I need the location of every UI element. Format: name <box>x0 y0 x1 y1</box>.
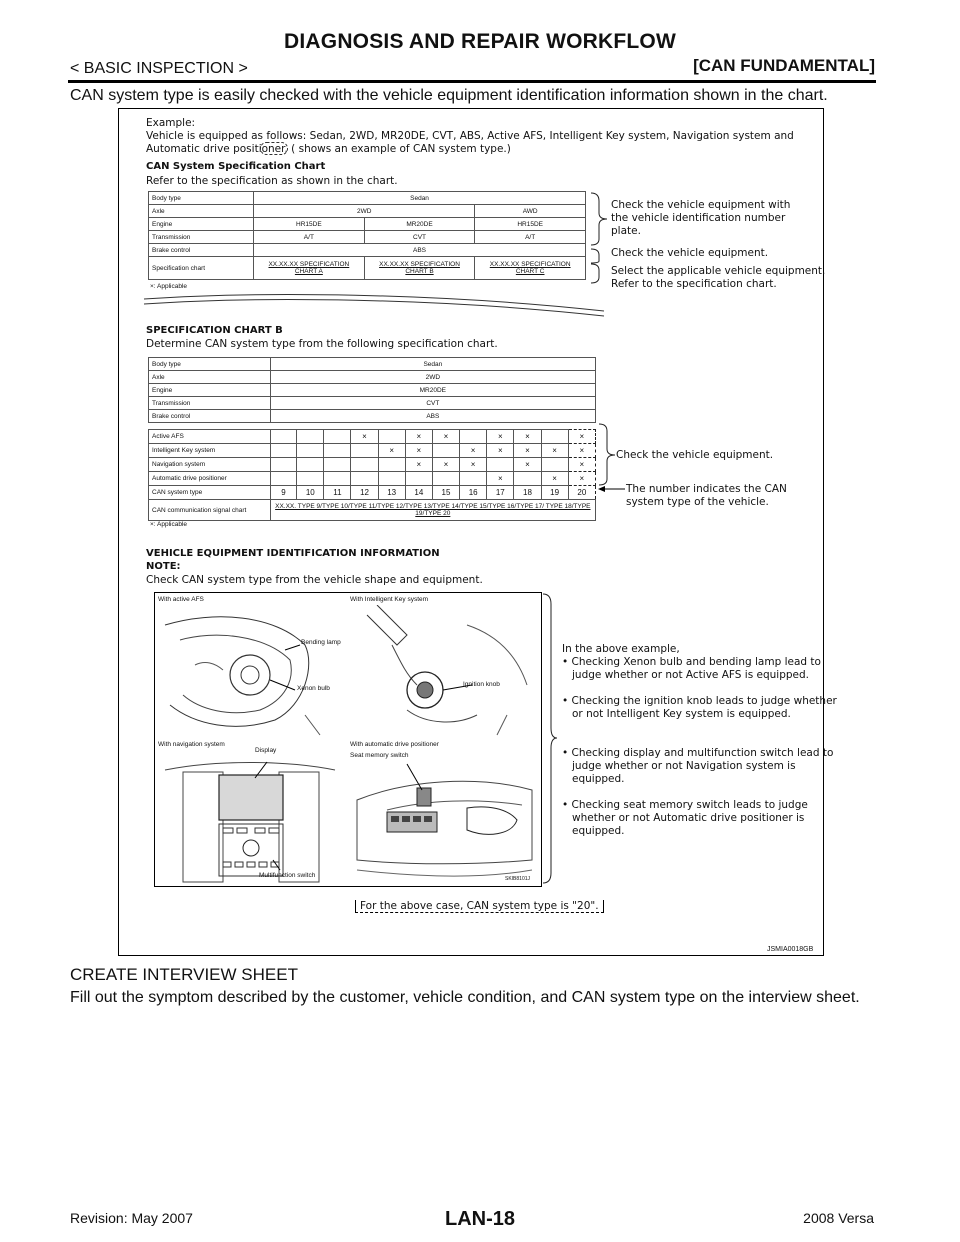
chart-b-cell <box>378 430 405 444</box>
example-line-1: Vehicle is equipped as follows: Sedan, 2WD, MR20DE, CVT, ABS, Active AFS, Intelligent Key system, Navigation system and <box>146 130 794 142</box>
chart-b-row-label: Active AFS <box>149 430 271 444</box>
navigation-illustration <box>155 750 347 886</box>
photo-navigation <box>155 738 348 886</box>
chart-b-row-label: Brake control <box>149 410 271 423</box>
spec-cell: HR15DE <box>475 218 586 231</box>
example-marker-icon <box>260 142 288 155</box>
section-heading: CREATE INTERVIEW SHEET <box>70 965 298 984</box>
chart-b-cell: 17 <box>487 486 514 500</box>
chart-b-row <box>149 371 596 384</box>
photo-code: SKIB8101J <box>505 876 531 882</box>
chart-b-cell: × <box>378 444 405 458</box>
model-text: 2008 Versa <box>803 1210 874 1226</box>
spec-chart-table <box>148 191 586 280</box>
photo-grid <box>154 592 542 887</box>
chart-b-cell <box>514 472 541 486</box>
chart-b-cell <box>297 430 324 444</box>
chart-b-cell <box>324 430 351 444</box>
chart-b-cell <box>405 472 432 486</box>
spec-cell: XX.XX.XX SPECIFICATION CHART B <box>364 257 475 280</box>
chart-b-cell: 15 <box>432 486 459 500</box>
note-select-equipment: Select the applicable vehicle equipment. Refer to the specification chart. <box>611 265 826 290</box>
table-break-icon <box>139 291 609 323</box>
chart-b-cell <box>432 444 459 458</box>
chart-b-cell: MR20DE <box>270 384 595 397</box>
chart-b-cell: Sedan <box>270 358 595 371</box>
chart-b-row-label: Navigation system <box>149 458 271 472</box>
spec-row <box>149 218 586 231</box>
chart-b-cell <box>324 472 351 486</box>
spec-row-label: Specification chart <box>149 257 254 280</box>
chart-b-cell <box>351 444 378 458</box>
spec-cell: ABS <box>254 244 586 257</box>
chart-b-matrix-row <box>149 458 596 472</box>
chart-b-cell <box>270 444 297 458</box>
section-label: < BASIC INSPECTION > <box>70 60 248 77</box>
chart-b-cell <box>297 444 324 458</box>
chart-b-cell: × <box>405 458 432 472</box>
conclusion-text: For the above case, CAN system type is "20". <box>355 900 604 913</box>
chart-b-cell: 2WD <box>270 371 595 384</box>
info-subtitle: Check CAN system type from the vehicle shape and equipment. <box>146 574 483 586</box>
chart-b-table <box>148 357 596 521</box>
spec-chart-subtitle: Refer to the specification as shown in the chart. <box>146 175 398 187</box>
chart-b-matrix-row <box>149 444 596 458</box>
chart-b-cell <box>270 430 297 444</box>
chart-b-cell: 12 <box>351 486 378 500</box>
chart-b-cell <box>351 472 378 486</box>
chart-b-signal-cell: XX.XX. TYPE 9/TYPE 10/TYPE 11/TYPE 12/TYPE 13/TYPE 14/TYPE 15/TYPE 16/TYPE 17/ TYPE 18/TYPE 19/TYPE 20 <box>270 500 595 521</box>
chart-b-row-label: CAN system type <box>149 486 271 500</box>
spec-cell: Sedan <box>254 192 586 205</box>
chart-b-cell: 10 <box>297 486 324 500</box>
photo-caption: With Intelligent Key system <box>350 596 429 603</box>
chart-b-cell <box>541 458 568 472</box>
spec-cell: AWD <box>475 205 586 218</box>
chart-b-cell <box>324 458 351 472</box>
spec-cell: 2WD <box>254 205 475 218</box>
spec-row <box>149 257 586 280</box>
spec-cell: HR15DE <box>254 218 365 231</box>
chart-b-cell <box>460 430 487 444</box>
note-check-equipment-2: Check the vehicle equipment. <box>616 449 774 461</box>
page-number: LAN-18 <box>444 1208 515 1230</box>
chart-b-cell: × <box>405 444 432 458</box>
chart-b-cell <box>378 472 405 486</box>
spec-row <box>149 205 586 218</box>
spec-row <box>149 244 586 257</box>
bending-lamp-label: Bending lamp <box>301 639 341 646</box>
chart-b-cell: × <box>568 430 595 444</box>
intro-text: CAN system type is easily checked with the vehicle equipment identification information shown in the chart. <box>70 87 828 104</box>
chart-b-row-label: Body type <box>149 358 271 371</box>
page-title: DIAGNOSIS AND REPAIR WORKFLOW <box>284 30 676 53</box>
chart-b-cell <box>460 472 487 486</box>
spec-cell: CVT <box>364 231 475 244</box>
photo-caption: With active AFS <box>158 596 204 603</box>
seat-memory-switch-label: Seat memory switch <box>350 752 409 759</box>
chart-b-row <box>149 384 596 397</box>
arrow-icon <box>597 483 627 495</box>
chart-b-cell <box>324 444 351 458</box>
spec-row-label: Transmission <box>149 231 254 244</box>
chart-b-row <box>149 397 596 410</box>
chart-b-cell: × <box>514 430 541 444</box>
chart-b-cell <box>297 458 324 472</box>
note-number: The number indicates the CAN system type of the vehicle. <box>626 483 787 508</box>
chart-b-row-label: Engine <box>149 384 271 397</box>
chart-b-cell: CVT <box>270 397 595 410</box>
photo-caption: With navigation system <box>158 741 225 748</box>
spec-cell: A/T <box>475 231 586 244</box>
chart-b-cell: 13 <box>378 486 405 500</box>
chart-b-cell <box>270 472 297 486</box>
chart-b-matrix-row <box>149 486 596 500</box>
chart-b-cell: ABS <box>270 410 595 423</box>
spec-cell: MR20DE <box>364 218 475 231</box>
chart-b-cell: 19 <box>541 486 568 500</box>
chart-b-cell <box>487 458 514 472</box>
note-vehicle-id: Check the vehicle equipment with the vehicle identification number plate. <box>611 199 791 237</box>
chart-b-cell: × <box>351 430 378 444</box>
figure-code: JSMIA0018GB <box>767 946 814 953</box>
chart-b-cell <box>541 430 568 444</box>
chart-b-signal-row <box>149 500 596 521</box>
chart-b-cell: 11 <box>324 486 351 500</box>
spacer-cell <box>149 423 596 430</box>
chart-b-subtitle: Determine CAN system type from the following specification chart. <box>146 338 498 350</box>
example-label: Example: <box>146 117 196 129</box>
info-note: NOTE: <box>146 561 181 572</box>
chart-b-cell: 9 <box>270 486 297 500</box>
section-body: Fill out the symptom described by the customer, vehicle condition, and CAN system type on the interview sheet. <box>70 989 860 1006</box>
spec-row-label: Axle <box>149 205 254 218</box>
chart-b-cell: × <box>487 472 514 486</box>
chart-b-cell <box>432 472 459 486</box>
spec-row <box>149 192 586 205</box>
photo-caption: With automatic drive positioner <box>350 741 439 748</box>
chart-b-cell: × <box>568 458 595 472</box>
photo-intelligent-key <box>347 593 541 739</box>
chart-b-title: SPECIFICATION CHART B <box>146 325 283 336</box>
multifunction-switch-label: Multifunction switch <box>259 872 316 879</box>
spec-row-label: Engine <box>149 218 254 231</box>
chart-b-row-label: Automatic drive positioner <box>149 472 271 486</box>
spec-cell: A/T <box>254 231 365 244</box>
category-label: [CAN FUNDAMENTAL] <box>693 56 875 75</box>
xenon-bulb-label: Xenon bulb <box>297 685 330 692</box>
chart-b-matrix-row <box>149 430 596 444</box>
chart-b-cell: × <box>568 444 595 458</box>
chart-b-cell: × <box>568 472 595 486</box>
chart-b-cell: × <box>432 430 459 444</box>
chart-b-cell: 14 <box>405 486 432 500</box>
headlamp-illustration <box>155 605 347 738</box>
chart-b-cell: × <box>487 430 514 444</box>
display-label: Display <box>255 747 277 754</box>
spec-brace-icon <box>589 191 611 291</box>
spec-chart-title: CAN System Specification Chart <box>146 161 326 172</box>
ignition-knob-label: Ignition knob <box>463 681 500 688</box>
note-check-equipment: Check the vehicle equipment. <box>611 247 769 259</box>
chart-b-cell <box>297 472 324 486</box>
revision-text: Revision: May 2007 <box>70 1210 193 1226</box>
chart-b-cell: × <box>487 444 514 458</box>
chart-b-row-label: CAN communication signal chart <box>149 500 271 521</box>
ignition-illustration <box>347 605 541 738</box>
chart-b-row-label: Transmission <box>149 397 271 410</box>
door-panel-illustration <box>347 750 541 886</box>
identification-notes: In the above example, • Checking Xenon bulb and bending lamp lead to judge whether or not Active AFS is equipped. • Checking the ignition knob leads to judge whether or not Intelligent Key system is equipped. • Checking display and multifunction switch lead to judge whether or not Navigation system is equipped. • Checking seat memory switch leads to judge whether or not Automatic drive positioner is equipped. <box>562 643 837 837</box>
chart-b-cell: × <box>405 430 432 444</box>
info-title: VEHICLE EQUIPMENT IDENTIFICATION INFORMATION <box>146 548 440 559</box>
chart-b-cell <box>351 458 378 472</box>
spec-row-label: Body type <box>149 192 254 205</box>
spec-cell: XX.XX.XX SPECIFICATION CHART C <box>475 257 586 280</box>
example-line-2: Automatic drive positioner. ( shows an example of CAN system type.) <box>146 143 511 155</box>
photo-active-afs <box>155 593 348 739</box>
applicable-note-1: ×: Applicable <box>150 283 188 290</box>
chart-b-row-label: Axle <box>149 371 271 384</box>
chart-b-row-label: Intelligent Key system <box>149 444 271 458</box>
header-rule <box>68 80 876 83</box>
chart-b-cell: × <box>460 444 487 458</box>
chart-b-row <box>149 410 596 423</box>
applicable-note-2: ×: Applicable <box>150 521 188 528</box>
chart-b-cell: 16 <box>460 486 487 500</box>
chart-b-cell: × <box>514 444 541 458</box>
chart-b-cell: × <box>514 458 541 472</box>
photo-drive-positioner <box>347 738 541 886</box>
spec-row-label: Brake control <box>149 244 254 257</box>
figure-frame <box>118 108 837 956</box>
chart-b-cell: × <box>541 472 568 486</box>
chart-b-spacer <box>149 423 596 430</box>
chart-b-row <box>149 358 596 371</box>
chart-b-matrix-row <box>149 472 596 486</box>
photo-brace-icon <box>541 592 559 885</box>
chart-b-cell: 20 <box>568 486 595 500</box>
chart-b-cell <box>378 458 405 472</box>
chart-b-cell: × <box>460 458 487 472</box>
chart-b-cell <box>270 458 297 472</box>
chart-b-cell: × <box>541 444 568 458</box>
chart-b-cell: 18 <box>514 486 541 500</box>
chart-b-cell: × <box>432 458 459 472</box>
spec-cell: XX.XX.XX SPECIFICATION CHART A <box>254 257 365 280</box>
spec-row <box>149 231 586 244</box>
